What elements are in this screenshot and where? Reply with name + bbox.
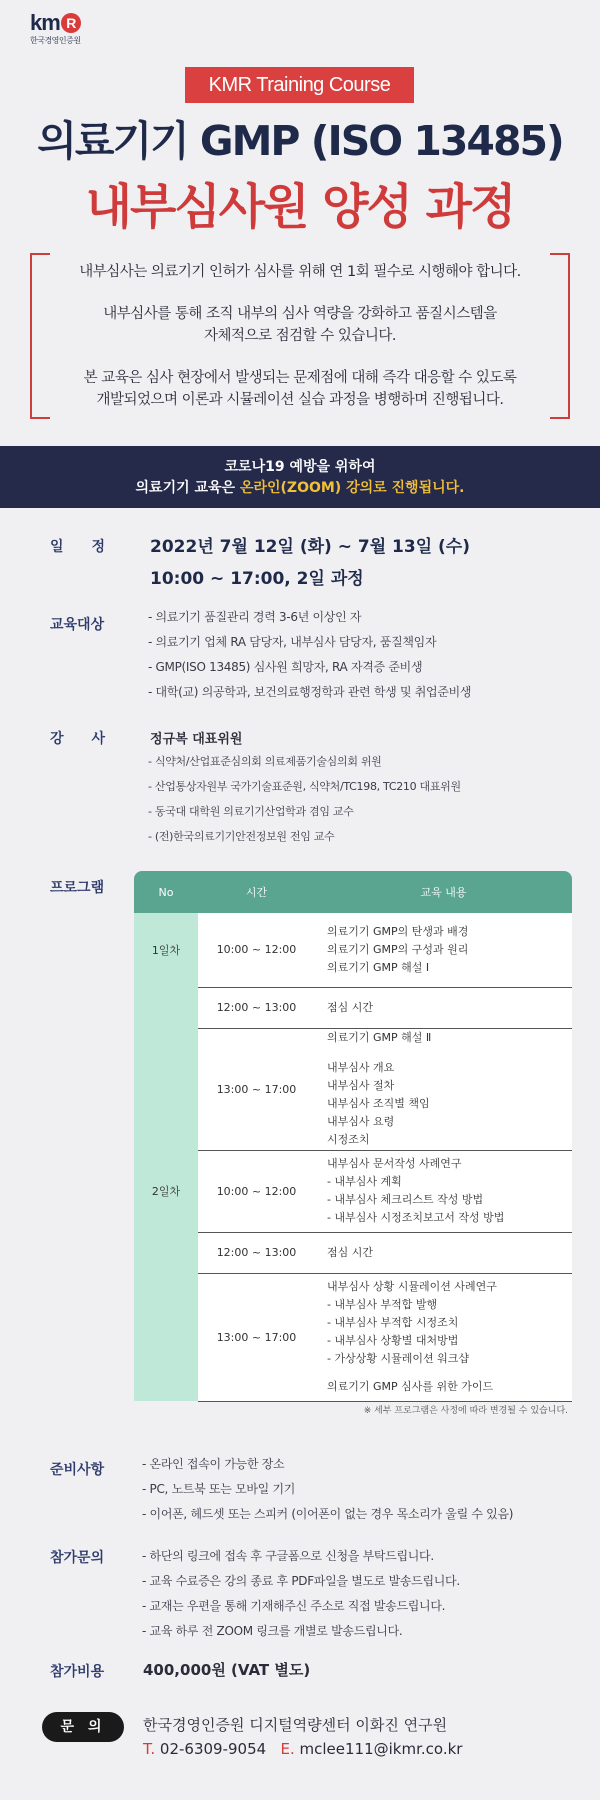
program-label: 프로그램 (50, 880, 105, 896)
email-address[interactable]: mclee111@ikmr.co.kr (294, 1740, 463, 1758)
list-item: - 교육 하루 전 ZOOM 링크를 개별로 발송드립니다. (142, 1624, 403, 1638)
content-cell (315, 987, 572, 1028)
preparation-list (142, 1452, 513, 1527)
program-note: ※ 세부 프로그램은 사정에 따라 변경될 수 있습니다. (363, 1406, 568, 1416)
inquiry-label: 참가문의 (50, 1550, 105, 1566)
day-spacer-cell (134, 1232, 198, 1273)
content-line: 의료기기 GMP의 탄생과 배경 (327, 924, 469, 938)
instructor-list (148, 749, 461, 849)
content-line: - 내부심사 계획 (327, 1175, 402, 1188)
target-list (148, 605, 471, 705)
contact-pill: 문의 (42, 1712, 124, 1742)
content-line (327, 1368, 572, 1378)
content-line: 내부심사 절차 (327, 1079, 395, 1092)
intro-p3-line2: 개발되었으며 이론과 시뮬레이션 실습 과정을 병행하며 진행됩니다. (96, 392, 504, 408)
day-spacer-cell (134, 1028, 198, 1150)
schedule-dates: 2022년 7월 12일 (화) ~ 7월 13일 (수) (150, 537, 470, 557)
intro-box (30, 253, 570, 419)
fee-value: 400,000원 (VAT 별도) (143, 1661, 311, 1679)
contact-name: 한국경영인증원 디지털역량센터 이화진 연구원 (143, 1716, 448, 1734)
content-line: 내부심사 조직별 책임 (327, 1097, 430, 1110)
list-item: - 교재는 우편을 통해 기재해주신 주소로 직접 발송드립니다. (142, 1599, 446, 1613)
intro-p2-line1: 내부심사를 통해 조직 내부의 심사 역량을 강화하고 품질시스템을 (103, 306, 497, 322)
table-row (134, 913, 572, 987)
col-header-content: 교육 내용 (315, 871, 572, 913)
col-header-time: 시간 (198, 871, 315, 913)
intro-paragraph-3 (50, 367, 550, 411)
table-row (134, 1028, 572, 1150)
left-bracket (30, 253, 50, 419)
content-line: 내부심사 개요 (327, 1061, 395, 1074)
table-row (134, 987, 572, 1028)
content-line: 내부심사 문서작성 사례연구 (327, 1157, 462, 1170)
content-cell (315, 913, 572, 987)
content-line: - 내부심사 부적합 발행 (327, 1298, 438, 1311)
logo-mark-text: km (30, 10, 60, 35)
content-line (327, 1047, 572, 1059)
list-item: - 의료기기 업체 RA 담당자, 내부심사 담당자, 품질책임자 (148, 635, 437, 649)
content-line: 내부심사 요령 (327, 1115, 395, 1128)
inquiry-list (142, 1544, 460, 1644)
list-item: - (전)한국의료기기안전정보원 전임 교수 (148, 830, 335, 843)
schedule-hours: 10:00 ~ 17:00, 2일 과정 (150, 569, 364, 589)
program-table (134, 871, 572, 1402)
instructor-name: 정규복 대표위원 (150, 732, 243, 747)
content-cell (315, 1232, 572, 1273)
table-header-row (134, 871, 572, 913)
logo-r-circle: R (61, 13, 81, 33)
list-item: - GMP(ISO 13485) 심사원 희망자, RA 자격증 준비생 (148, 660, 423, 674)
course-badge: KMR Training Course (185, 67, 414, 103)
target-label: 교육대상 (50, 617, 105, 633)
list-item: - 교육 수료증은 강의 종료 후 PDF파일을 별도로 발송드립니다. (142, 1574, 460, 1588)
list-item: - 의료기기 품질관리 경력 3-6년 이상인 자 (148, 610, 362, 624)
content-line: 의료기기 GMP 심사를 위한 가이드 (327, 1380, 494, 1393)
list-item: - 하단의 링크에 접속 후 구글폼으로 신청을 부탁드립니다. (142, 1549, 434, 1563)
kmr-logo (30, 10, 81, 46)
day1-cell: 1일차 (134, 913, 198, 987)
content-line: 시정조치 (327, 1133, 370, 1146)
content-line: 의료기기 GMP 해설 Ⅱ (327, 1031, 432, 1044)
page-title-line2: 내부심사원 양성 과정 (85, 179, 515, 235)
schedule-label: 일 정 (50, 539, 106, 555)
time-cell: 12:00 ~ 13:00 (198, 1232, 315, 1273)
content-line: - 내부심사 체크리스트 작성 방법 (327, 1193, 484, 1206)
content-cell (315, 1273, 572, 1401)
time-cell: 10:00 ~ 12:00 (198, 913, 315, 987)
logo-subtitle: 한국경영인증원 (30, 36, 81, 45)
content-line: - 내부심사 부적합 시정조치 (327, 1316, 459, 1329)
page-title-line1: 의료기기 GMP (ISO 13485) (37, 117, 563, 165)
time-cell: 13:00 ~ 17:00 (198, 1273, 315, 1401)
intro-paragraph-1: 내부심사는 의료기기 인허가 심사를 위해 연 1회 필수로 시행해야 합니다. (79, 264, 521, 280)
list-item: - 식약처/산업표준심의회 의료제품기술심의회 위원 (148, 755, 382, 768)
content-line: 점심 시간 (327, 1000, 374, 1014)
list-item: - 이어폰, 헤드셋 또는 스피커 (이어폰이 없는 경우 목소리가 울릴 수 있음) (142, 1507, 514, 1521)
notice-line2 (0, 477, 600, 499)
table-row (134, 1150, 572, 1232)
list-item: - 동국대 대학원 의료기기산업학과 겸임 교수 (148, 805, 354, 818)
day-spacer-cell (134, 987, 198, 1028)
content-line: - 내부심사 시정조치보고서 작성 방법 (327, 1211, 505, 1224)
preparation-label: 준비사항 (50, 1462, 105, 1478)
intro-p2-line2: 자체적으로 점검할 수 있습니다. (203, 328, 397, 344)
content-line: 의료기기 GMP 해설 Ⅰ (327, 960, 430, 974)
content-line: 의료기기 GMP의 구성과 원리 (327, 942, 469, 956)
content-line: - 내부심사 상황별 대처방법 (327, 1334, 459, 1347)
time-cell: 13:00 ~ 17:00 (198, 1028, 315, 1150)
content-line: - 가상상황 시뮬레이션 워크샵 (327, 1352, 469, 1365)
list-item: - PC, 노트북 또는 모바일 기기 (142, 1482, 296, 1496)
list-item: - 대학(교) 의공학과, 보건의료행정학과 관련 학생 및 취업준비생 (148, 685, 472, 699)
notice-highlight: 온라인(ZOOM) 강의로 진행됩니다. (239, 480, 465, 496)
tel-number[interactable]: 02-6309-9054 (155, 1740, 267, 1758)
day-spacer-cell (134, 1273, 198, 1401)
time-cell: 10:00 ~ 12:00 (198, 1150, 315, 1232)
day2-cell: 2일차 (134, 1150, 198, 1232)
list-item: - 산업통상자원부 국가기술표준원, 식약처/TC198, TC210 대표위원 (148, 780, 461, 793)
content-line: 점심 시간 (327, 1245, 374, 1259)
notice-prefix: 의료기기 교육은 (135, 480, 240, 496)
tel-label: T. (143, 1740, 156, 1758)
table-row (134, 1273, 572, 1401)
email-label: E. (280, 1740, 295, 1758)
intro-paragraph-2 (50, 303, 550, 347)
time-cell: 12:00 ~ 13:00 (198, 987, 315, 1028)
contact-details (143, 1740, 462, 1758)
instructor-label: 강 사 (50, 731, 106, 747)
table-row (134, 1232, 572, 1273)
right-bracket (550, 253, 570, 419)
fee-label: 참가비용 (50, 1664, 105, 1680)
content-cell (315, 1150, 572, 1232)
intro-p3-line1: 본 교육은 심사 현장에서 발생되는 문제점에 대해 즉각 대응할 수 있도록 (83, 370, 517, 386)
list-item: - 온라인 접속이 가능한 장소 (142, 1457, 285, 1471)
content-line: 내부심사 상황 시뮬레이션 사례연구 (327, 1280, 497, 1293)
content-cell (315, 1028, 572, 1150)
online-notice-banner (0, 446, 600, 508)
col-header-no: No (134, 871, 198, 913)
notice-line1: 코로나19 예방을 위하여 (224, 459, 376, 475)
